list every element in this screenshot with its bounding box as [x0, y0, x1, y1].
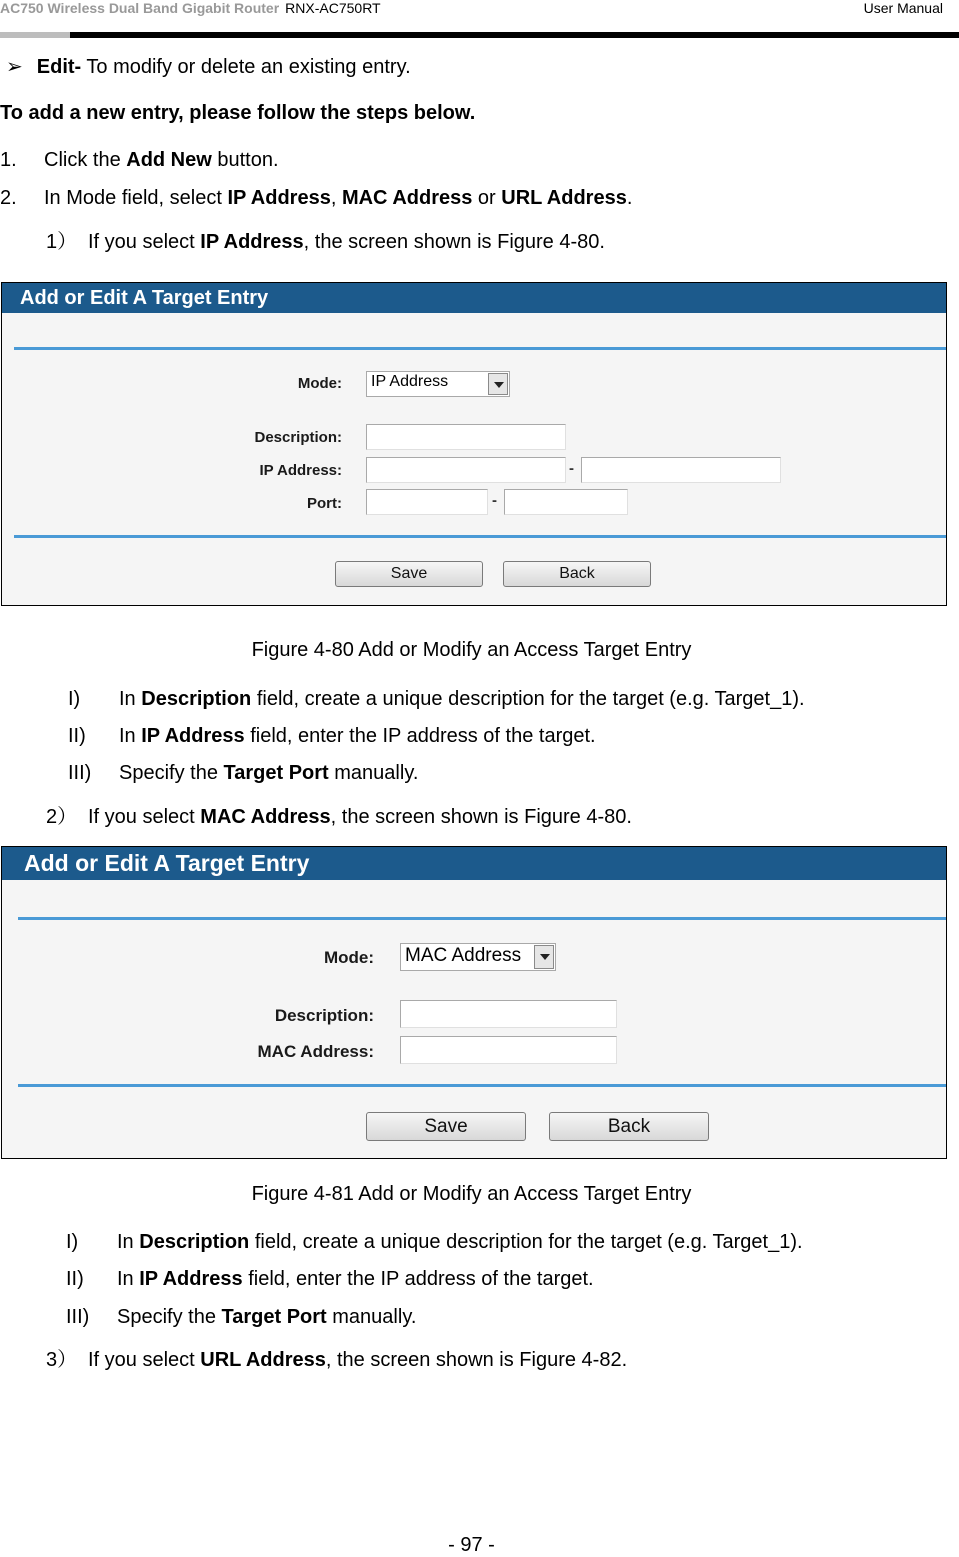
step-2-mac: MAC Address — [341, 187, 473, 209]
step-2-or: or — [472, 187, 502, 209]
list-2-item-1-text-end: field, create a unique description for the target (e.g. Target_1). — [249, 1231, 803, 1253]
list-1-item-3 — [68, 762, 418, 785]
edit-bullet-line — [6, 54, 411, 79]
header-rule-black — [70, 32, 959, 38]
back-button[interactable]: Back — [549, 1112, 709, 1141]
list-1-item-3-text-end: manually. — [328, 762, 419, 784]
step-2-text: In Mode field, select — [44, 187, 228, 209]
case-3-bold: URL Address — [200, 1349, 326, 1371]
case-3-line — [46, 1343, 627, 1372]
port-range-separator: - — [492, 492, 497, 509]
list-1-item-1-text: In — [119, 688, 142, 710]
case-3-number: 3） — [46, 1349, 78, 1371]
edit-label: Edit- — [36, 56, 82, 78]
list-2-item-3-bold: Target Port — [221, 1306, 327, 1328]
list-1-item-3-number: III) — [68, 762, 92, 784]
divider-top — [14, 347, 946, 350]
figure-4-80-caption: Figure 4-80 Add or Modify an Access Target Entry — [251, 639, 692, 661]
ip-range-separator: - — [569, 460, 574, 477]
page-number: - 97 - — [448, 1534, 495, 1556]
step-2-ip: IP Address — [227, 187, 331, 209]
product-name: AC750 Wireless Dual Band Gigabit Router — [0, 0, 280, 16]
description-label: Description: — [274, 1006, 374, 1025]
case-2-number: 2） — [46, 806, 78, 828]
port-label: Port: — [307, 495, 342, 512]
description-input[interactable] — [400, 1000, 617, 1028]
list-2-item-2-number: II) — [66, 1268, 84, 1290]
description-input[interactable] — [366, 424, 566, 450]
ip-start-input[interactable] — [366, 457, 566, 483]
panel-title: Add or Edit A Target Entry — [2, 283, 946, 313]
step-2-url: URL Address — [501, 187, 627, 209]
step-1-text: Click the — [44, 149, 127, 171]
case-1-number: 1） — [46, 231, 78, 253]
model-number: RNX-AC750RT — [285, 0, 381, 16]
list-1-item-2-number: II) — [68, 725, 86, 747]
list-2-item-3 — [66, 1306, 416, 1329]
save-button[interactable]: Save — [366, 1112, 526, 1141]
list-2-item-1-bold: Description — [139, 1231, 250, 1253]
list-2-item-2-bold: IP Address — [139, 1268, 243, 1290]
port-start-input[interactable] — [366, 489, 488, 515]
step-2-sep: , — [330, 187, 342, 209]
doc-header-manual: User Manual — [863, 0, 943, 16]
case-2-text-end: , the screen shown is Figure 4-80. — [330, 806, 632, 828]
step-1 — [0, 149, 279, 172]
list-2-item-3-text-end: manually. — [326, 1306, 417, 1328]
list-1-item-1-bold: Description — [141, 688, 252, 710]
mode-select-value: MAC Address — [405, 945, 522, 966]
list-1-item-3-text: Specify the — [119, 762, 224, 784]
arrow-bullet-icon: ➢ — [6, 56, 23, 78]
steps-heading: To add a new entry, please follow the steps below. — [0, 102, 476, 124]
list-2-item-2 — [66, 1268, 594, 1291]
list-2-item-3-number: III) — [66, 1306, 90, 1328]
step-1-bold: Add New — [126, 149, 212, 171]
list-2-item-1 — [66, 1231, 803, 1254]
doc-header-product — [0, 0, 381, 16]
list-2-item-1-text: In — [117, 1231, 140, 1253]
list-1-item-2 — [68, 725, 596, 748]
step-2 — [0, 187, 632, 210]
list-2-item-2-text: In — [117, 1268, 140, 1290]
back-button[interactable]: Back — [503, 561, 651, 587]
step-2-period: . — [626, 187, 633, 209]
list-1-item-1-text-end: field, create a unique description for the target (e.g. Target_1). — [251, 688, 805, 710]
chevron-down-icon[interactable] — [534, 945, 554, 969]
list-1-item-3-bold: Target Port — [223, 762, 329, 784]
list-1-item-2-text: In — [119, 725, 142, 747]
header-rule-grey — [0, 32, 70, 38]
step-1-number: 1. — [0, 149, 17, 171]
list-1-item-1-number: I) — [68, 688, 81, 710]
ip-end-input[interactable] — [581, 457, 781, 483]
figure-4-81-screenshot — [1, 846, 947, 1159]
case-1-text: If you select — [88, 231, 201, 253]
list-1-item-2-text-end: field, enter the IP address of the target. — [244, 725, 596, 747]
port-end-input[interactable] — [504, 489, 628, 515]
list-2-item-1-number: I) — [66, 1231, 79, 1253]
mode-select[interactable] — [400, 943, 556, 971]
case-1-text-end: , the screen shown is Figure 4-80. — [303, 231, 605, 253]
list-1-item-2-bold: IP Address — [141, 725, 245, 747]
step-1-text-end: button. — [211, 149, 279, 171]
edit-text: To modify or delete an existing entry. — [81, 56, 411, 78]
mac-address-input[interactable] — [400, 1036, 617, 1064]
save-button[interactable]: Save — [335, 561, 483, 587]
case-1-bold: IP Address — [200, 231, 304, 253]
list-2-item-2-text-end: field, enter the IP address of the target. — [242, 1268, 594, 1290]
mode-label: Mode: — [297, 375, 342, 392]
list-2-item-3-text: Specify the — [117, 1306, 222, 1328]
chevron-down-icon[interactable] — [488, 373, 508, 395]
divider-top — [18, 917, 946, 920]
list-1-item-1 — [68, 688, 805, 711]
case-2-text: If you select — [88, 806, 201, 828]
mode-select-value: IP Address — [371, 373, 449, 390]
figure-4-81-caption: Figure 4-81 Add or Modify an Access Target Entry — [251, 1183, 692, 1205]
case-1-line — [46, 225, 605, 254]
mac-address-label: MAC Address: — [257, 1042, 374, 1061]
divider-bottom — [14, 535, 946, 538]
description-label: Description: — [254, 429, 342, 446]
case-3-text-end: , the screen shown is Figure 4-82. — [325, 1349, 628, 1371]
case-2-line — [46, 800, 632, 829]
case-2-bold: MAC Address — [200, 806, 331, 828]
case-3-text: If you select — [88, 1349, 201, 1371]
mode-label: Mode: — [323, 948, 374, 967]
panel-title: Add or Edit A Target Entry — [2, 847, 946, 880]
divider-bottom — [18, 1084, 946, 1087]
figure-4-80-screenshot — [1, 282, 947, 606]
ip-address-label: IP Address: — [259, 462, 342, 479]
mode-select[interactable] — [366, 371, 510, 397]
step-2-number: 2. — [0, 187, 17, 209]
